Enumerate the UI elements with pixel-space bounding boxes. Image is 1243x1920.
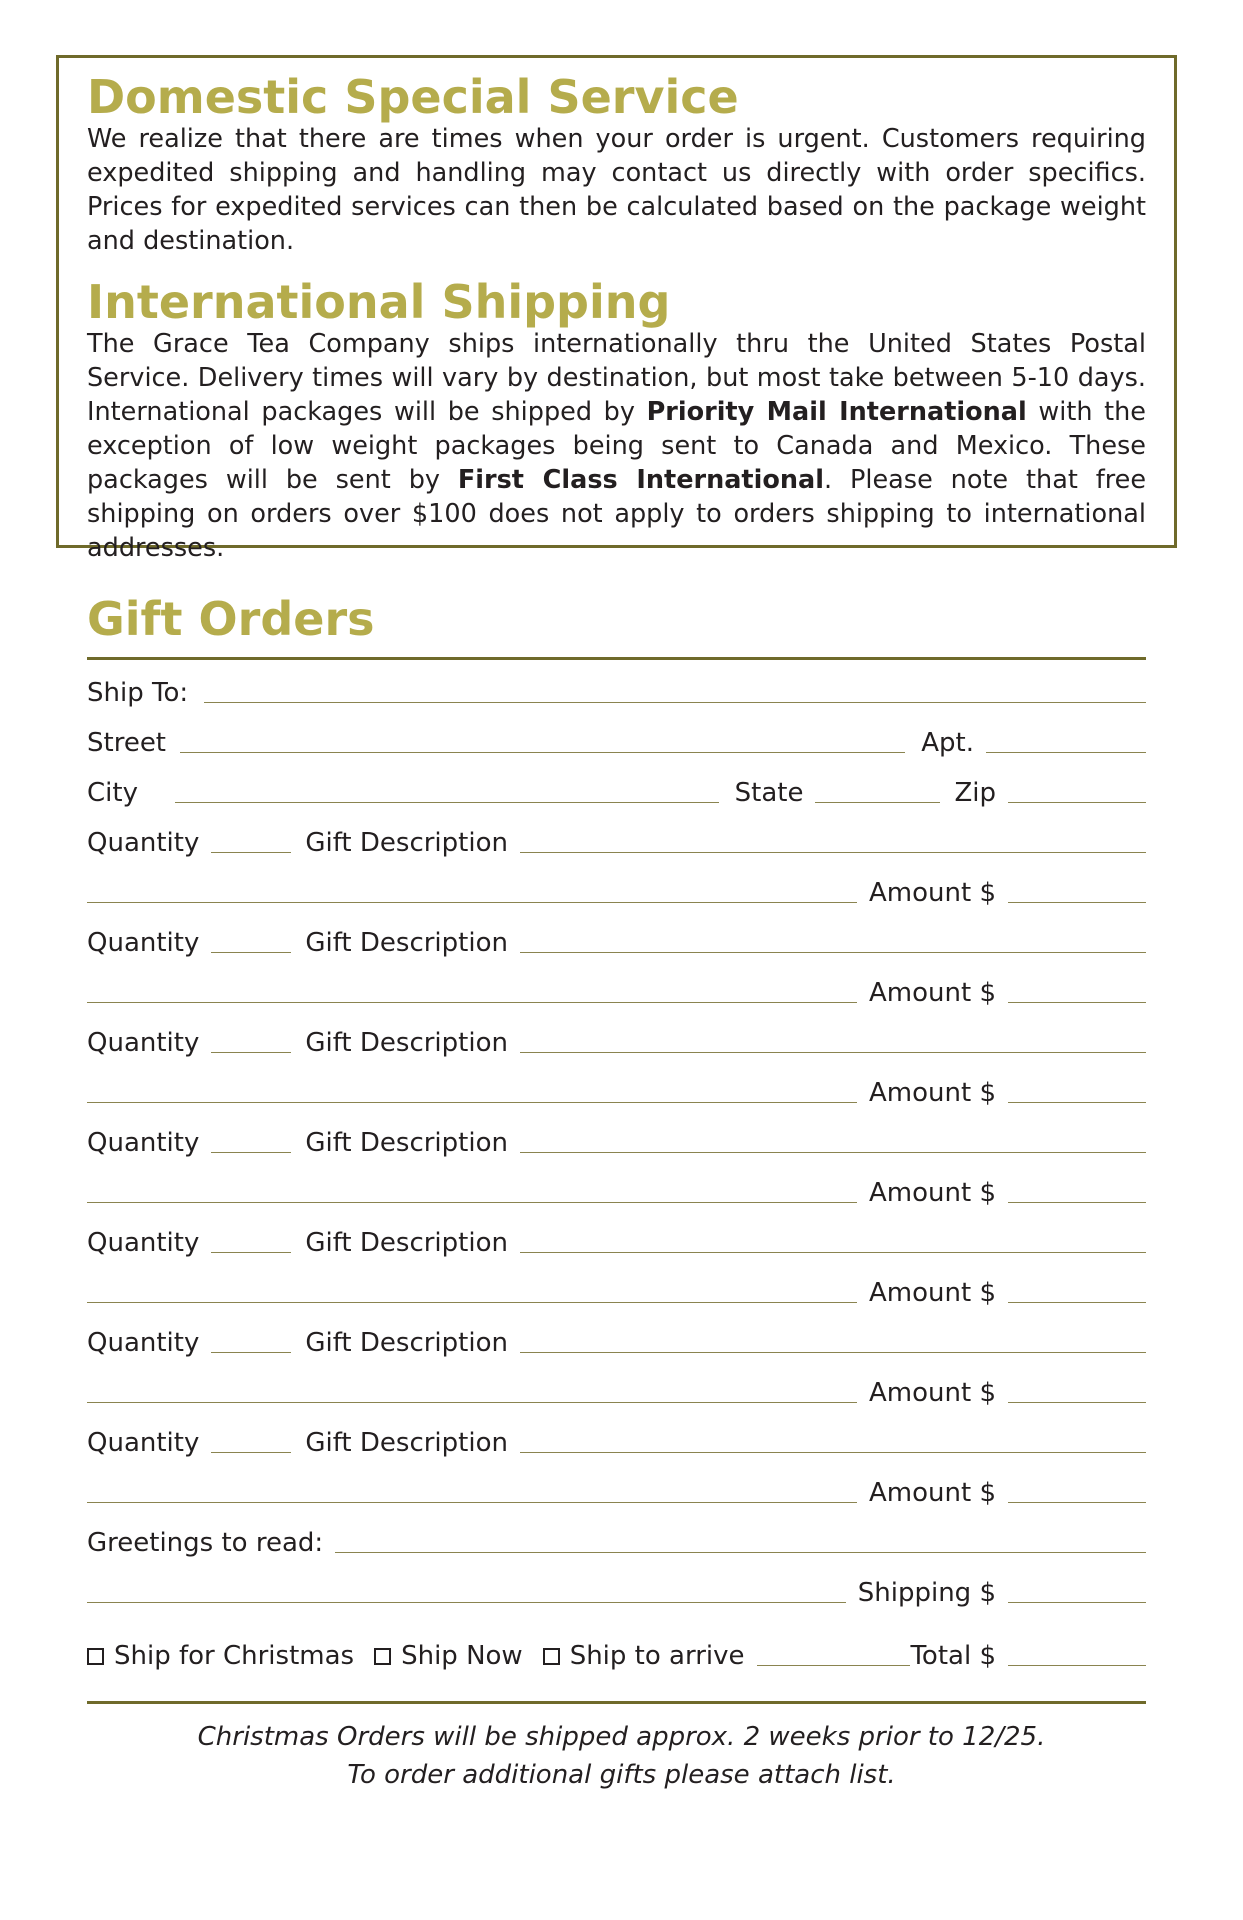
street-label: Street: [87, 728, 167, 758]
street-field[interactable]: [180, 752, 905, 753]
quantity-field[interactable]: [211, 1352, 291, 1353]
gift-description-continued-field[interactable]: [87, 1402, 857, 1403]
domestic-service-text: We realize that there are times when your order is urgent. Customers requiring expedited shipping and handling may contact us directly with order specifics. Prices for expedited services can then be calculated based on the package weight and destination.: [87, 124, 1146, 256]
amount-field[interactable]: [1008, 1302, 1146, 1303]
gift-description-label: Gift Description: [305, 1128, 508, 1158]
quantity-field[interactable]: [211, 952, 291, 953]
gift-description-field[interactable]: [520, 1252, 1146, 1253]
amount-label: Amount $: [869, 878, 996, 908]
intl-text-part-3: . Please note that free shipping on orders over $100 does not apply to orders shipping to international addresses.: [87, 465, 1147, 563]
gift-amount-row: [87, 1369, 1146, 1407]
city-field[interactable]: [175, 802, 719, 803]
quantity-field[interactable]: [211, 1252, 291, 1253]
gift-description-label: Gift Description: [305, 928, 508, 958]
ship-to-row: [87, 669, 1146, 707]
shipping-row: [87, 1569, 1146, 1607]
quantity-field[interactable]: [211, 1452, 291, 1453]
greetings-field[interactable]: [335, 1552, 1146, 1553]
quantity-field[interactable]: [211, 852, 291, 853]
ship-now-label: Ship Now: [401, 1641, 523, 1671]
gift-item-row: [87, 1319, 1146, 1357]
state-field[interactable]: [815, 802, 940, 803]
amount-field[interactable]: [1008, 902, 1146, 903]
amount-field[interactable]: [1008, 1402, 1146, 1403]
additional-gifts-note: To order additional gifts please attach list.: [347, 1760, 896, 1790]
gift-amount-row: [87, 969, 1146, 1007]
street-row: [87, 719, 1146, 757]
zip-field[interactable]: [1008, 802, 1146, 803]
first-class-international: First Class International: [457, 465, 824, 495]
total-field[interactable]: [1008, 1665, 1146, 1666]
gift-description-continued-field[interactable]: [87, 1002, 857, 1003]
amount-label: Amount $: [869, 1178, 996, 1208]
gift-description-field[interactable]: [520, 1152, 1146, 1153]
gift-amount-row: [87, 1269, 1146, 1307]
gift-description-field[interactable]: [520, 1052, 1146, 1053]
gift-description-label: Gift Description: [305, 1228, 508, 1258]
ship-to-field[interactable]: [204, 702, 1146, 703]
greetings-continued-field[interactable]: [87, 1602, 846, 1603]
top-rule: [87, 657, 1146, 660]
quantity-label: Quantity: [87, 1028, 200, 1058]
gift-orders-title: Gift Orders: [87, 592, 375, 646]
christmas-note: Christmas Orders will be shipped approx. 2 weeks prior to 12/25.: [197, 1722, 1046, 1752]
ship-to-arrive-date-field[interactable]: [757, 1665, 911, 1666]
international-shipping-text: [87, 327, 1146, 565]
domestic-service-title: Domestic Special Service: [87, 70, 739, 124]
gift-item-row: [87, 1419, 1146, 1457]
quantity-field[interactable]: [211, 1152, 291, 1153]
gift-description-continued-field[interactable]: [87, 1302, 857, 1303]
amount-field[interactable]: [1008, 1502, 1146, 1503]
gift-item-row: [87, 1219, 1146, 1257]
gift-description-label: Gift Description: [305, 828, 508, 858]
state-label: State: [734, 778, 804, 808]
gift-description-continued-field[interactable]: [87, 1102, 857, 1103]
total-label: Total $: [910, 1641, 996, 1671]
quantity-label: Quantity: [87, 1328, 200, 1358]
gift-amount-row: [87, 1069, 1146, 1107]
priority-mail-international: Priority Mail International: [646, 397, 1027, 427]
international-shipping-title: International Shipping: [87, 275, 671, 329]
gift-description-field[interactable]: [520, 852, 1146, 853]
gift-description-field[interactable]: [520, 1452, 1146, 1453]
amount-field[interactable]: [1008, 1102, 1146, 1103]
amount-label: Amount $: [869, 1078, 996, 1108]
gift-description-continued-field[interactable]: [87, 1202, 857, 1203]
apt-field[interactable]: [986, 752, 1146, 753]
quantity-label: Quantity: [87, 928, 200, 958]
greetings-row: [87, 1519, 1146, 1557]
shipping-label: Shipping $: [857, 1578, 996, 1608]
amount-label: Amount $: [869, 1378, 996, 1408]
gift-amount-row: [87, 869, 1146, 907]
ship-options-row: [87, 1632, 1146, 1670]
quantity-label: Quantity: [87, 1228, 200, 1258]
greetings-label: Greetings to read:: [87, 1528, 324, 1558]
ship-for-christmas-label: Ship for Christmas: [114, 1641, 355, 1671]
apt-label: Apt.: [921, 728, 974, 758]
city-row: [87, 769, 1146, 807]
amount-label: Amount $: [869, 1478, 996, 1508]
gift-amount-row: [87, 1469, 1146, 1507]
bottom-rule: [87, 1701, 1146, 1704]
gift-description-continued-field[interactable]: [87, 902, 857, 903]
ship-to-label: Ship To:: [87, 678, 189, 708]
gift-item-row: [87, 819, 1146, 857]
shipping-field[interactable]: [1008, 1602, 1146, 1603]
ship-for-christmas-checkbox[interactable]: [87, 1648, 104, 1665]
gift-amount-row: [87, 1169, 1146, 1207]
city-label: City: [87, 778, 138, 808]
quantity-label: Quantity: [87, 1128, 200, 1158]
gift-item-row: [87, 1019, 1146, 1057]
gift-description-label: Gift Description: [305, 1428, 508, 1458]
ship-to-arrive-checkbox[interactable]: [543, 1648, 560, 1665]
intl-text-part-1: The Grace Tea Company ships internationally thru the United States Postal Service. Delivery times will vary by destination, but most take between 5-10 days. International packages will be shipped by: [87, 329, 1146, 427]
gift-description-field[interactable]: [520, 1352, 1146, 1353]
quantity-field[interactable]: [211, 1052, 291, 1053]
zip-label: Zip: [954, 778, 996, 808]
amount-label: Amount $: [869, 1278, 996, 1308]
quantity-label: Quantity: [87, 828, 200, 858]
gift-item-row: [87, 1119, 1146, 1157]
ship-to-arrive-label: Ship to arrive: [569, 1641, 745, 1671]
gift-description-label: Gift Description: [305, 1328, 508, 1358]
amount-label: Amount $: [869, 978, 996, 1008]
amount-field[interactable]: [1008, 1202, 1146, 1203]
gift-item-row: [87, 919, 1146, 957]
gift-description-label: Gift Description: [305, 1028, 508, 1058]
intl-text-part-2: with the exception of low weight packages being sent to Canada and Mexico. These packages will be sent by: [87, 397, 1146, 495]
gift-description-field[interactable]: [520, 952, 1146, 953]
gift-description-continued-field[interactable]: [87, 1502, 857, 1503]
amount-field[interactable]: [1008, 1002, 1146, 1003]
ship-now-checkbox[interactable]: [374, 1648, 391, 1665]
quantity-label: Quantity: [87, 1428, 200, 1458]
